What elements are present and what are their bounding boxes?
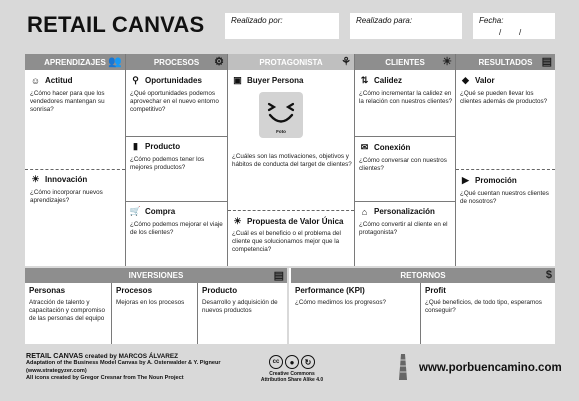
camera-icon: ▣ xyxy=(233,75,242,85)
dollar-growth-icon: $ xyxy=(545,269,552,281)
divider xyxy=(25,169,125,170)
compra-title xyxy=(130,206,225,217)
innovacion-title xyxy=(30,174,123,185)
smile-icon: ☺ xyxy=(30,75,41,86)
producto-title-label: Producto xyxy=(145,142,181,151)
promocion-desc: ¿Qué cuentan nuestros clientes de nosotros? xyxy=(460,190,549,205)
resultados-header xyxy=(456,54,555,70)
protagonista-header-label: PROTAGONISTA xyxy=(259,57,323,67)
divider xyxy=(456,169,555,170)
people-icon: 👥 xyxy=(108,56,122,68)
conexion-desc: ¿Cómo conversar con nuestros clientes? xyxy=(359,157,447,172)
procesos-inv-block[interactable] xyxy=(112,283,198,344)
propuesta-title xyxy=(232,216,352,227)
tag-icon: ▮ xyxy=(133,141,138,151)
clientes-header-label: CLIENTES xyxy=(385,57,425,67)
producto-desc: ¿Cómo podemos tener los mejores productos? xyxy=(130,156,205,171)
buyer-block[interactable] xyxy=(232,75,352,86)
date-label: Fecha: xyxy=(479,16,504,25)
valor-title-label: Valor xyxy=(475,76,495,85)
divider xyxy=(228,210,354,211)
actitud-desc: ¿Cómo hacer para que los vendedores mantengan su sonrisa? xyxy=(30,90,105,113)
search-icon: ⚲ xyxy=(132,75,139,85)
cc-icon: cc xyxy=(269,355,283,369)
oportunidades-block[interactable] xyxy=(130,75,225,114)
column-protagonista xyxy=(228,54,355,266)
procesos-header-label: PROCESOS xyxy=(153,57,200,67)
producto-inv-desc: Desarrollo y adquisición de nuevos productos xyxy=(202,299,278,314)
presentation-chart-icon: ▤ xyxy=(541,56,552,68)
inversiones-panel xyxy=(25,268,289,344)
propuesta-desc: ¿Cuál es el beneficio o el problema del cliente que solucionamos mejor que la competencia? xyxy=(232,230,341,253)
performance-block[interactable] xyxy=(291,283,421,344)
share-alike-icon: ↻ xyxy=(301,355,315,369)
oportunidades-title xyxy=(130,75,225,86)
promocion-title xyxy=(460,175,552,186)
producto-inv-block[interactable] xyxy=(198,283,288,344)
valor-desc: ¿Qué se pueden llevar los clientes además de productos? xyxy=(460,90,548,105)
propuesta-block[interactable] xyxy=(232,216,352,254)
gears-icon: ⚙ xyxy=(214,56,224,68)
footer-credits xyxy=(26,352,236,383)
retornos-header-label: RETORNOS xyxy=(400,271,446,280)
made-for-label: Realizado para: xyxy=(356,16,413,25)
money-stack-icon: ▤ xyxy=(273,270,284,282)
personas-title: Personas xyxy=(29,286,66,295)
license-line1: Creative Commons xyxy=(269,371,315,377)
aprendizajes-header-label: APRENDIZAJES xyxy=(44,57,106,67)
lightbulb-icon: ☀ xyxy=(31,174,40,184)
photo-caption: Foto xyxy=(276,129,286,134)
calidez-desc: ¿Cómo incrementar la calidez en la relación con nuestros clientes? xyxy=(359,90,453,105)
calidez-title-label: Calidez xyxy=(374,76,403,85)
clientes-header xyxy=(355,54,455,70)
buyer-desc: ¿Cuáles son las motivaciones, objetivos y hábitos de conducta del target de clientes? xyxy=(232,153,352,168)
cc-badges xyxy=(252,355,332,369)
inversiones-header xyxy=(25,268,287,283)
date-field[interactable] xyxy=(473,13,555,39)
calidez-title xyxy=(359,75,453,86)
license-block[interactable] xyxy=(252,355,332,383)
column-clientes xyxy=(355,54,456,266)
procesos-inv-title: Procesos xyxy=(116,286,153,295)
oportunidades-desc: ¿Qué oportunidades podemos aprovechar en el nuevo entorno competitivo? xyxy=(130,90,219,113)
valor-block[interactable] xyxy=(460,75,552,106)
page-title: RETAIL CANVAS xyxy=(27,12,205,37)
megaphone-icon: ▶ xyxy=(462,175,469,185)
procesos-header xyxy=(126,54,227,70)
procesos-inv-desc: Mejoras en los procesos xyxy=(116,299,185,306)
icons-credit: All icons created by Gregor Cresnar from The Noun Project xyxy=(26,375,184,382)
adaptation-text: Adaptation of the Business Model Canvas by A. Osterwalder & Y. Pigneur (www.strategyzer.com) xyxy=(26,360,221,374)
resultados-header-label: RESULTADOS xyxy=(478,57,533,67)
conexion-block[interactable] xyxy=(359,142,453,173)
storefront-icon: ⌂ xyxy=(361,206,368,217)
innovacion-title-label: Innovación xyxy=(45,175,88,184)
made-by-field[interactable] xyxy=(225,13,339,39)
actitud-block[interactable] xyxy=(30,75,123,114)
aprendizajes-header xyxy=(25,54,125,70)
made-for-field[interactable] xyxy=(350,13,462,39)
actitud-title-label: Actitud xyxy=(45,76,73,85)
promocion-block[interactable] xyxy=(460,175,552,206)
producto-block[interactable] xyxy=(130,141,225,172)
column-aprendizajes xyxy=(25,54,126,266)
sun-icon: ☀ xyxy=(442,56,452,68)
performance-title: Performance (KPI) xyxy=(295,286,365,295)
tower-logo-icon xyxy=(396,352,410,382)
chat-bubble-icon: ✉ xyxy=(360,142,369,152)
personalizacion-block[interactable] xyxy=(359,206,453,237)
retornos-header xyxy=(291,268,555,283)
date-placeholder: / / xyxy=(499,28,522,37)
profit-title: Profit xyxy=(425,286,446,295)
lightbulb-icon: ☀ xyxy=(233,216,242,226)
calidez-block[interactable] xyxy=(359,75,453,106)
smiley-face-icon xyxy=(259,92,303,132)
license-text xyxy=(252,371,332,383)
divider xyxy=(355,136,455,137)
producto-title xyxy=(130,141,225,152)
credit-author: created by MARCOS ÁLVAREZ xyxy=(83,353,179,360)
protagonista-header xyxy=(228,54,354,70)
credit-line xyxy=(26,352,236,360)
personas-block[interactable] xyxy=(25,283,112,344)
attribution-icon: ● xyxy=(285,355,299,369)
conexion-title-label: Conexión xyxy=(374,143,411,152)
innovacion-desc: ¿Cómo incorporar nuevos aprendizajes? xyxy=(30,189,103,204)
website-link[interactable]: www.porbuencamino.com xyxy=(419,362,562,374)
divider xyxy=(126,136,227,137)
made-by-label: Realizado por: xyxy=(231,16,283,25)
compra-desc: ¿Cómo podemos mejorar el viaje de los clientes? xyxy=(130,221,223,236)
cart-icon: 🛒 xyxy=(129,206,142,216)
compra-title-label: Compra xyxy=(145,207,176,216)
innovacion-block[interactable] xyxy=(30,174,123,205)
profit-desc: ¿Qué beneficios, de todo tipo, esperamos conseguir? xyxy=(425,299,542,314)
column-resultados xyxy=(456,54,555,266)
theater-masks-icon: ⚘ xyxy=(341,56,351,68)
column-procesos xyxy=(126,54,228,266)
personalizacion-title-label: Personalización xyxy=(374,207,435,216)
divider xyxy=(126,201,227,202)
compra-block[interactable] xyxy=(130,206,225,237)
profit-block[interactable] xyxy=(421,283,555,344)
diamond-icon: ◆ xyxy=(462,75,469,85)
personalizacion-desc: ¿Cómo convertir al cliente en el protagonista? xyxy=(359,221,448,236)
producto-inv-title: Producto xyxy=(202,286,238,295)
performance-desc: ¿Cómo medimos los progresos? xyxy=(295,299,386,306)
actitud-title xyxy=(30,75,123,86)
personas-desc: Atracción de talento y capacitación y compromiso de las personas del equipo xyxy=(29,299,105,322)
personalizacion-title xyxy=(359,206,453,217)
inversiones-header-label: INVERSIONES xyxy=(128,271,184,280)
valor-title xyxy=(460,75,552,86)
tower-logo-svg xyxy=(396,352,410,382)
license-line2: Attribution Share Alike 4.0 xyxy=(260,377,324,383)
thermometer-icon: ⇅ xyxy=(360,75,369,85)
divider xyxy=(355,201,455,202)
credit-title: RETAIL CANVAS xyxy=(26,351,84,360)
propuesta-title-label: Propuesta de Valor Única xyxy=(247,217,344,226)
buyer-photo-placeholder[interactable] xyxy=(259,92,303,138)
buyer-title-label: Buyer Persona xyxy=(247,76,304,85)
buyer-title xyxy=(232,75,352,86)
promocion-title-label: Promoción xyxy=(475,176,517,185)
retornos-panel xyxy=(291,268,555,344)
oportunidades-title-label: Oportunidades xyxy=(145,76,202,85)
conexion-title xyxy=(359,142,453,153)
canvas-board xyxy=(25,54,555,344)
